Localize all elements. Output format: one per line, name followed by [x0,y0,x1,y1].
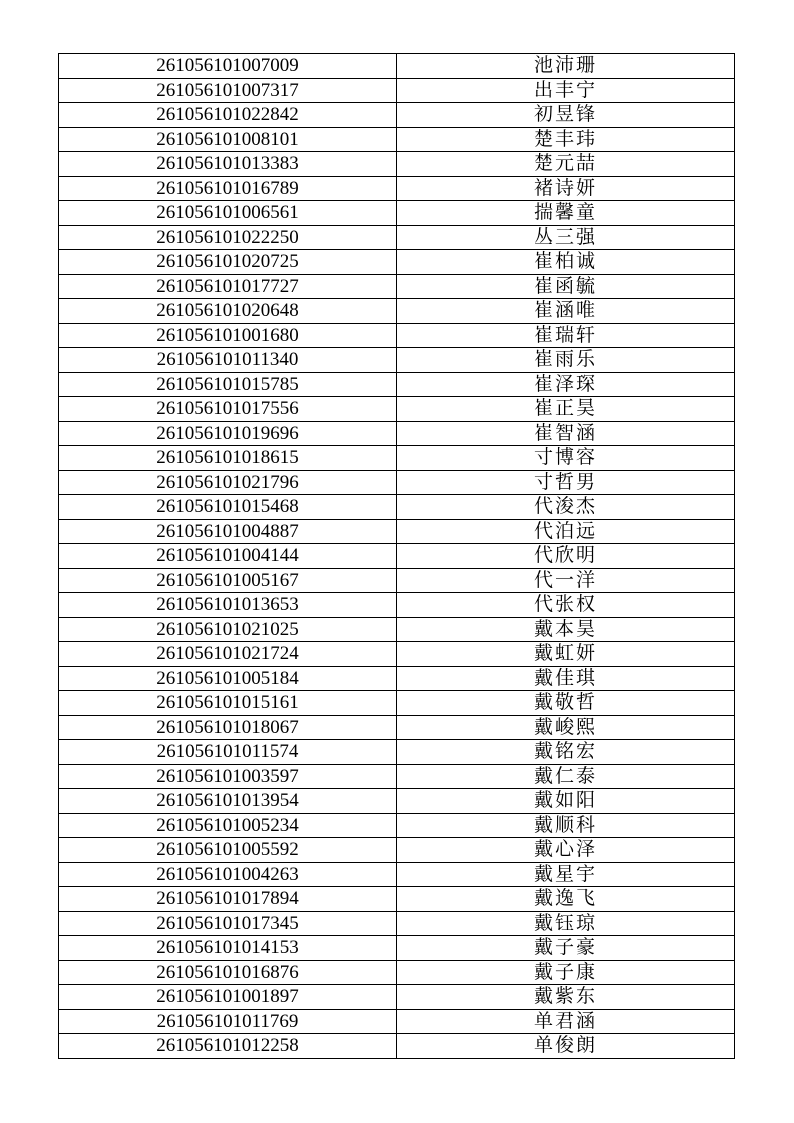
table-row [59,691,735,716]
table-row [59,495,735,520]
candidate-id-cell: 261056101005184 [59,666,397,691]
candidate-name-cell: 楚丰玮 [397,127,735,152]
table-row [59,813,735,838]
candidate-name-cell: 戴铭宏 [397,740,735,765]
candidate-id-cell: 261056101001680 [59,323,397,348]
table-row [59,372,735,397]
candidate-id-cell: 261056101021796 [59,470,397,495]
candidate-name-cell: 崔函毓 [397,274,735,299]
table-row [59,911,735,936]
candidate-name-cell: 代张权 [397,593,735,618]
candidate-name-cell: 崔雨乐 [397,348,735,373]
candidate-id-cell: 261056101017894 [59,887,397,912]
candidate-name-cell: 褚诗妍 [397,176,735,201]
table-row [59,78,735,103]
candidate-name-cell: 揣馨童 [397,201,735,226]
table-row [59,838,735,863]
candidate-id-cell: 261056101004887 [59,519,397,544]
table-row [59,323,735,348]
candidate-name-cell: 代浚杰 [397,495,735,520]
candidate-id-cell: 261056101001897 [59,985,397,1010]
candidate-name-cell: 戴顺科 [397,813,735,838]
candidate-id-cell: 261056101020725 [59,250,397,275]
candidate-id-cell: 261056101018067 [59,715,397,740]
table-row [59,201,735,226]
candidate-id-cell: 261056101021724 [59,642,397,667]
table-row [59,544,735,569]
table-row [59,764,735,789]
candidate-id-cell: 261056101022250 [59,225,397,250]
candidate-name-cell: 戴子康 [397,960,735,985]
candidate-name-cell: 丛三强 [397,225,735,250]
table-row [59,887,735,912]
candidate-name-cell: 代欣明 [397,544,735,569]
candidate-name-cell: 寸博容 [397,446,735,471]
table-row [59,152,735,177]
candidate-id-cell: 261056101006561 [59,201,397,226]
candidate-id-cell: 261056101005592 [59,838,397,863]
table-row [59,421,735,446]
candidate-id-cell: 261056101011340 [59,348,397,373]
candidate-id-cell: 261056101005167 [59,568,397,593]
candidate-name-cell: 初昱锋 [397,103,735,128]
candidate-id-cell: 261056101016876 [59,960,397,985]
candidate-id-cell: 261056101013954 [59,789,397,814]
candidate-name-cell: 代一洋 [397,568,735,593]
table-row [59,1009,735,1034]
table-row [59,568,735,593]
candidate-id-cell: 261056101015161 [59,691,397,716]
candidate-name-cell: 寸哲男 [397,470,735,495]
candidate-name-cell: 戴心泽 [397,838,735,863]
candidate-id-cell: 261056101019696 [59,421,397,446]
roster-table-body [59,54,735,1059]
table-row [59,274,735,299]
candidate-name-cell: 崔智涵 [397,421,735,446]
table-row [59,225,735,250]
candidate-name-cell: 单君涵 [397,1009,735,1034]
table-row [59,936,735,961]
table-row [59,960,735,985]
candidate-id-cell: 261056101012258 [59,1034,397,1059]
candidate-id-cell: 261056101020648 [59,299,397,324]
candidate-name-cell: 崔柏诚 [397,250,735,275]
table-row [59,54,735,79]
table-row [59,299,735,324]
candidate-id-cell: 261056101021025 [59,617,397,642]
table-row [59,593,735,618]
table-row [59,519,735,544]
table-row [59,397,735,422]
table-row [59,470,735,495]
candidate-id-cell: 261056101015468 [59,495,397,520]
table-row [59,446,735,471]
candidate-id-cell: 261056101014153 [59,936,397,961]
candidate-name-cell: 戴紫东 [397,985,735,1010]
candidate-id-cell: 261056101017727 [59,274,397,299]
candidate-id-cell: 261056101005234 [59,813,397,838]
candidate-name-cell: 池沛珊 [397,54,735,79]
roster-table [58,53,735,1059]
table-row [59,1034,735,1059]
candidate-id-cell: 261056101007317 [59,78,397,103]
candidate-id-cell: 261056101017345 [59,911,397,936]
table-row [59,103,735,128]
candidate-id-cell: 261056101004263 [59,862,397,887]
candidate-id-cell: 261056101011574 [59,740,397,765]
table-row [59,666,735,691]
candidate-name-cell: 楚元喆 [397,152,735,177]
candidate-id-cell: 261056101013653 [59,593,397,618]
candidate-id-cell: 261056101011769 [59,1009,397,1034]
table-row [59,715,735,740]
table-row [59,862,735,887]
table-row [59,250,735,275]
candidate-id-cell: 261056101016789 [59,176,397,201]
candidate-id-cell: 261056101017556 [59,397,397,422]
candidate-name-cell: 戴星宇 [397,862,735,887]
candidate-name-cell: 戴敬哲 [397,691,735,716]
candidate-id-cell: 261056101008101 [59,127,397,152]
candidate-id-cell: 261056101018615 [59,446,397,471]
candidate-name-cell: 戴钰琼 [397,911,735,936]
candidate-id-cell: 261056101013383 [59,152,397,177]
candidate-name-cell: 戴如阳 [397,789,735,814]
candidate-name-cell: 代泊远 [397,519,735,544]
candidate-id-cell: 261056101015785 [59,372,397,397]
candidate-name-cell: 崔泽琛 [397,372,735,397]
candidate-name-cell: 出丰宁 [397,78,735,103]
candidate-name-cell: 戴逸飞 [397,887,735,912]
table-row [59,789,735,814]
table-row [59,617,735,642]
table-row [59,127,735,152]
table-row [59,985,735,1010]
table-row [59,176,735,201]
candidate-id-cell: 261056101004144 [59,544,397,569]
candidate-name-cell: 戴峻熙 [397,715,735,740]
candidate-name-cell: 崔正昊 [397,397,735,422]
candidate-name-cell: 戴佳琪 [397,666,735,691]
candidate-name-cell: 戴虹妍 [397,642,735,667]
candidate-name-cell: 单俊朗 [397,1034,735,1059]
candidate-name-cell: 崔瑞轩 [397,323,735,348]
candidate-name-cell: 戴子豪 [397,936,735,961]
candidate-name-cell: 崔涵唯 [397,299,735,324]
candidate-id-cell: 261056101022842 [59,103,397,128]
table-row [59,642,735,667]
table-row [59,348,735,373]
candidate-name-cell: 戴仁泰 [397,764,735,789]
table-row [59,740,735,765]
candidate-id-cell: 261056101003597 [59,764,397,789]
candidate-name-cell: 戴本昊 [397,617,735,642]
candidate-id-cell: 261056101007009 [59,54,397,79]
